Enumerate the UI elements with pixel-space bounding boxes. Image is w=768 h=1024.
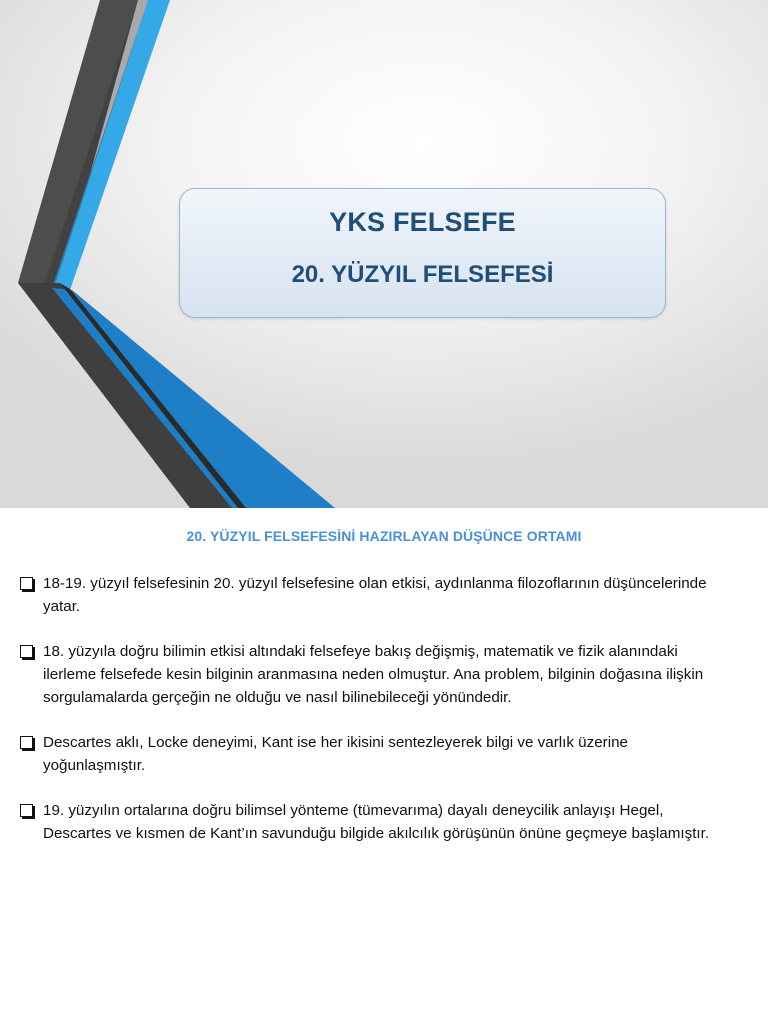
list-item — [18, 572, 728, 618]
section-heading: 20. YÜZYIL FELSEFESİNİ HAZIRLAYAN DÜŞÜNCE ORTAMI — [186, 528, 582, 544]
bullet-text: Descartes aklı, Locke deneyimi, Kant ise her ikisini sentezleyerek bilgi ve varlık üzerine yoğunlaşmıştır. — [43, 734, 628, 774]
hollow-square-bullet-icon — [20, 804, 33, 817]
hollow-square-bullet-icon — [20, 645, 33, 658]
bullet-text: 18-19. yüzyıl felsefesinin 20. yüzyıl felsefesine olan etkisi, aydınlanma filozoflarının düşüncelerinde yatar. — [43, 575, 707, 615]
bullet-list — [18, 572, 728, 867]
slide-subtitle: 20. YÜZYIL FELSEFESİ — [291, 261, 554, 288]
content-slide — [0, 508, 768, 1024]
hollow-square-bullet-icon — [20, 736, 33, 749]
list-item — [18, 731, 728, 777]
list-item — [18, 640, 728, 709]
bullet-text: 18. yüzyıla doğru bilimin etkisi altındaki felsefeye bakış değişmiş, matematik ve fizik alanındaki ilerleme felsefede kesin bilginin aranmasına neden olmuştur. Ana problem, bilginin doğasına ilişkin sorgulamalarda gerçeğin ne olduğu ve nasıl bilinebileceği yönündedir. — [43, 643, 704, 706]
bullet-text: 19. yüzyılın ortalarına doğru bilimsel yönteme (tümevarıma) dayalı deneycilik anlayışı Hegel, Descartes ve kısmen de Kant’ın savunduğu bilgide akılcılık görüşünün önüne geçmeye başlamıştır. — [43, 802, 710, 842]
slide-title: YKS FELSEFE — [329, 207, 516, 237]
hollow-square-bullet-icon — [20, 577, 33, 590]
title-slide — [0, 0, 768, 508]
title-box — [179, 188, 666, 318]
list-item — [18, 799, 728, 845]
